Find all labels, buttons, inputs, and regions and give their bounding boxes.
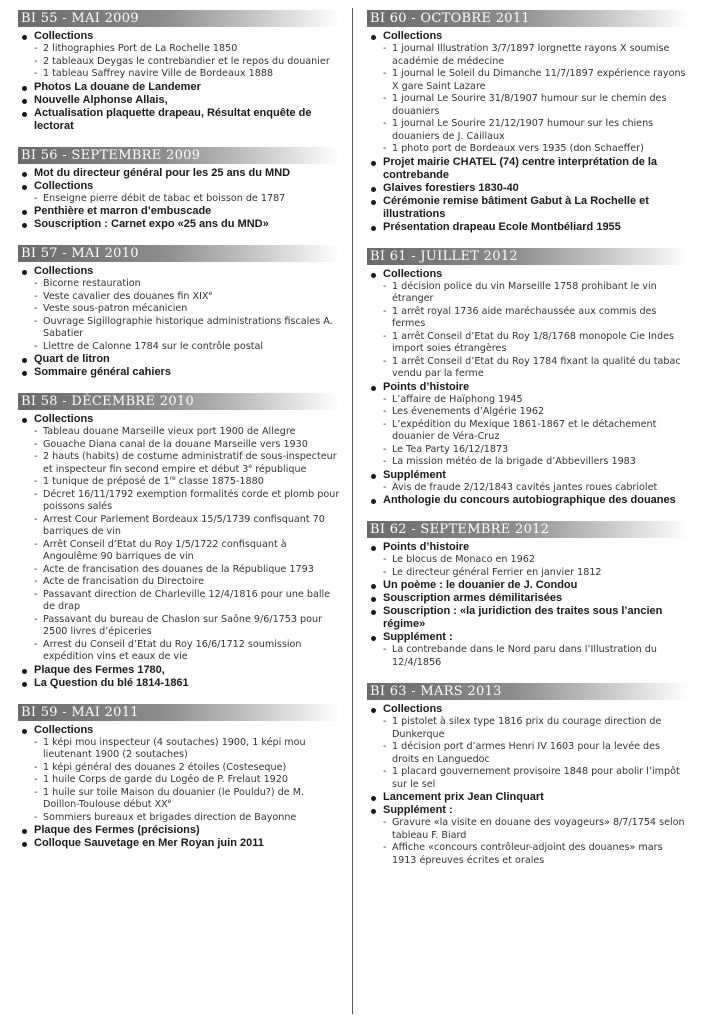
- sub-item: - Le blocus de Monaco en 1962: [383, 554, 690, 567]
- sub-item: - 1 journal le Soleil du Dimanche 11/7/1897 expérience rayons X gare Saint Lazare: [383, 68, 690, 93]
- sub-item: - Décret 16/11/1792 exemption formalités corde et plomb pour poissons salés: [34, 489, 340, 514]
- sub-item: - 1 journal Le Sourire 31/8/1907 humour sur le chemin des douaniers: [383, 93, 690, 118]
- issue-section: [18, 245, 340, 379]
- sub-item: - 1 arrêt Conseil d’Etat du Roy 1/8/1768 monopole Cie Indes import soies étrangères: [383, 331, 690, 356]
- item-label: Anthologie du concours autobiographique des douanes: [383, 494, 676, 506]
- item-label: Souscription : Carnet expo «25 ans du MND»: [34, 218, 269, 230]
- list-item: [367, 182, 690, 195]
- sub-item: - 2 lithographies Port de La Rochelle 1850: [34, 43, 340, 56]
- sub-item: - Le Tea Party 16/12/1873: [383, 444, 690, 457]
- item-label: Supplément :: [383, 631, 453, 643]
- sub-item: - Le directeur général Ferrier en janvier 1812: [383, 567, 690, 580]
- item-label: Mot du directeur général pour les 25 ans du MND: [34, 166, 291, 179]
- list-item: [367, 592, 690, 605]
- item-label: Glaives forestiers 1830-40: [383, 181, 519, 194]
- item-label: Supplément: [383, 468, 446, 481]
- item-label: Plaque des Fermes 1780,: [34, 663, 165, 676]
- sub-item: - Passavant direction de Charleville 12/4/1816 pour une balle de drap: [34, 589, 340, 614]
- issue-heading: BI 61 - JUILLET 2012: [367, 248, 690, 265]
- sub-item: - Gouache Diana canal de la douane Marseille vers 1930: [34, 439, 340, 452]
- right-column: [367, 10, 690, 881]
- sub-item: - Sommiers bureaux et brigades direction de Bayonne: [34, 812, 340, 825]
- sub-item: - Acte de francisation du Directoire: [34, 576, 340, 589]
- issue-section: [367, 248, 690, 508]
- list-item: [367, 381, 690, 469]
- issue-heading: BI 55 - MAI 2009: [18, 10, 340, 27]
- list-item: [367, 791, 690, 804]
- sub-item: - 2 tableaux Deygas le contrebandier et le repos du douanier: [34, 56, 340, 69]
- item-label: Présentation drapeau Ecole Montbéliard 1955: [383, 220, 621, 233]
- issue-section: [18, 393, 340, 690]
- item-label: Collections: [383, 267, 443, 280]
- item-label: Souscription : «la juridiction des traites sous l’ancien régime»: [383, 605, 663, 630]
- sub-item: - Tableau douane Marseille vieux port 1900 de Allegre: [34, 426, 340, 439]
- sub-item: - Enseigne pierre débit de tabac et boisson de 1787: [34, 193, 340, 206]
- sub-item: - Veste cavalier des douanes fin XIXe: [34, 291, 340, 304]
- list-item: [18, 824, 340, 837]
- item-label: Lancement prix Jean Clinquart: [383, 791, 544, 803]
- item-label: Collections: [383, 703, 443, 715]
- list-item: [18, 664, 340, 677]
- item-label: Quart de litron: [34, 353, 110, 365]
- list-item: [367, 156, 690, 182]
- issue-heading: BI 58 - DÉCEMBRE 2010: [18, 393, 340, 410]
- sub-item: - Veste sous-patron mécanicien: [34, 303, 340, 316]
- list-item: [18, 677, 340, 690]
- issue-section: [367, 10, 690, 234]
- item-label: Un poème : le douanier de J. Condou: [383, 579, 578, 591]
- item-label: Collections: [34, 265, 94, 277]
- sub-item: - 1 pistolet à silex type 1816 prix du courage direction de Dunkerque: [383, 716, 690, 741]
- column-divider: [352, 8, 353, 1014]
- sub-item: - Ouvrage Sigillographie historique administrations fiscales A. Sabatier: [34, 316, 340, 341]
- sub-item: - 1 décision port d’armes Henri IV 1603 pour la levée des droits en Languedoc: [383, 741, 690, 766]
- issue-section: [367, 521, 690, 669]
- item-label: Penthière et marron d’embuscade: [34, 205, 212, 217]
- list-item: [18, 724, 340, 825]
- sub-item: - 2 hauts (habits) de costume administratif de sous-inspecteur et inspecteur fin second empire et début 3e république: [34, 451, 340, 476]
- list-item: [18, 94, 340, 107]
- list-item: [18, 205, 340, 218]
- list-item: [18, 366, 340, 379]
- sub-item: - Bicorne restauration: [34, 278, 340, 291]
- sub-item: - Arrest du Conseil d’Etat du Roy 16/6/1712 soumission expédition vins et eaux de vie: [34, 639, 340, 664]
- item-label: Plaque des Fermes (précisions): [34, 824, 200, 836]
- sub-item: - 1 placard gouvernement provisoire 1848 pour abolir l’impôt sur le sel: [383, 766, 690, 791]
- list-item: [367, 469, 690, 495]
- left-column: [18, 10, 340, 864]
- issue-section: [18, 10, 340, 133]
- item-label: Nouvelle Alphonse Allais,: [34, 93, 168, 106]
- issue-heading: BI 57 - MAI 2010: [18, 245, 340, 262]
- item-label: Actualisation plaquette drapeau, Résultat enquête de lectorat: [34, 106, 312, 132]
- issue-section: [367, 683, 690, 867]
- sub-item: - 1 journal Le Sourire 21/12/1907 humour sur les chiens douaniers de J. Caillaux: [383, 118, 690, 143]
- list-item: [367, 631, 690, 669]
- sub-item: - Passavant du bureau de Chaslon sur Saône 9/6/1753 pour 2500 livres d’épiceries: [34, 614, 340, 639]
- item-label: Points d’histoire: [383, 541, 470, 553]
- sub-item: - Affiche «concours contrôleur-adjoint des douanes» mars 1913 épreuves écrites et orales: [383, 842, 690, 867]
- list-item: [18, 107, 340, 133]
- sub-item: - 1 tunique de préposé de 1re classe 1875-1880: [34, 476, 340, 489]
- list-item: [367, 605, 690, 631]
- list-item: [367, 494, 690, 507]
- item-label: Collections: [34, 413, 94, 425]
- list-item: [18, 180, 340, 206]
- issue-section: [18, 704, 340, 851]
- item-label: Collections: [34, 179, 94, 192]
- sub-item: - 1 arrêt Conseil d’Etat du Roy 1784 fixant la qualité du tabac vendu par la ferme: [383, 356, 690, 381]
- sub-item: - 1 journal Illustration 3/7/1897 lorgnette rayons X soumise académie de médecine: [383, 43, 690, 68]
- sub-item: - 1 tableau Saffrey navire Ville de Bordeaux 1888: [34, 68, 340, 81]
- list-item: [367, 703, 690, 791]
- item-label: Points d’histoire: [383, 380, 470, 393]
- list-item: [18, 167, 340, 180]
- item-label: Collections: [34, 723, 94, 736]
- issue-heading: BI 63 - MARS 2013: [367, 683, 690, 700]
- sub-item: - 1 arrêt royal 1736 aide maréchaussée aux commis des fermes: [383, 306, 690, 331]
- sub-item: - 1 huile sur toile Maison du douanier (le Pouldu?) de M. Doillon-Toulouse début XXe: [34, 787, 340, 812]
- item-label: Supplément :: [383, 804, 453, 816]
- item-label: Projet mairie CHATEL (74) centre interprétation de la contrebande: [383, 155, 658, 181]
- sub-item: - 1 photo port de Bordeaux vers 1935 (don Schaeffer): [383, 143, 690, 156]
- list-item: [367, 541, 690, 579]
- issue-heading: BI 59 - MAI 2011: [18, 704, 340, 721]
- list-item: [18, 218, 340, 231]
- sub-item: - 1 képi mou inspecteur (4 soutaches) 1900, 1 képi mou lieutenant 1900 (2 soutaches): [34, 737, 340, 762]
- list-item: [367, 579, 690, 592]
- issue-heading: BI 60 - OCTOBRE 2011: [367, 10, 690, 27]
- sub-item: - 1 décision police du vin Marseille 1758 prohibant le vin étranger: [383, 281, 690, 306]
- sub-item: - Gravure «la visite en douane des voyageurs» 8/7/1754 selon tableau F. Biard: [383, 817, 690, 842]
- sub-item: - 1 huile Corps de garde du Logéo de P. Frelaut 1920: [34, 774, 340, 787]
- list-item: [367, 195, 690, 221]
- list-item: [18, 30, 340, 81]
- sub-item: - Avis de fraude 2/12/1843 cavités jantes roues cabriolet: [383, 482, 690, 495]
- sub-item: - 1 képi général des douanes 2 étoiles (Costeseque): [34, 762, 340, 775]
- sub-item: - Arrest Cour Parlement Bordeaux 15/5/1739 confisquant 70 barriques de vin: [34, 514, 340, 539]
- item-label: Collections: [34, 30, 94, 42]
- item-label: Colloque Sauvetage en Mer Royan juin 2011: [34, 837, 264, 849]
- item-label: Cérémonie remise bâtiment Gabut à La Rochelle et illustrations: [383, 194, 649, 220]
- issue-heading: BI 62 - SEPTEMBRE 2012: [367, 521, 690, 538]
- issue-heading: BI 56 - SEPTEMBRE 2009: [18, 147, 340, 164]
- sub-item: - Acte de francisation des douanes de la République 1793: [34, 564, 340, 577]
- sub-item: - L’affaire de Haïphong 1945: [383, 394, 690, 407]
- item-label: Collections: [383, 30, 443, 42]
- list-item: [367, 268, 690, 381]
- list-item: [367, 221, 690, 234]
- list-item: [18, 353, 340, 366]
- item-label: Photos La douane de Landemer: [34, 80, 201, 93]
- list-item: [18, 837, 340, 850]
- sub-item: - L’expédition du Mexique 1861-1867 et le détachement douanier de Véra-Cruz: [383, 419, 690, 444]
- item-label: Souscription armes démilitarisées: [383, 592, 563, 604]
- list-item: [367, 30, 690, 156]
- issue-section: [18, 147, 340, 232]
- sub-item: - Les évenements d’Algérie 1962: [383, 406, 690, 419]
- list-item: [367, 804, 690, 867]
- sub-item: - Llettre de Calonne 1784 sur le contrôle postal: [34, 341, 340, 354]
- list-item: [18, 413, 340, 664]
- list-item: [18, 265, 340, 353]
- list-item: [18, 81, 340, 94]
- sub-item: - Arrêt Conseil d’Etat du Roy 1/5/1722 confisquant à Angoulême 90 barriques de vin: [34, 539, 340, 564]
- sub-item: - La contrebande dans le Nord paru dans l’Illustration du 12/4/1856: [383, 644, 690, 669]
- item-label: La Question du blé 1814-1861: [34, 676, 189, 689]
- sub-item: - La mission météo de la brigade d’Abbevillers 1983: [383, 456, 690, 469]
- item-label: Sommaire général cahiers: [34, 366, 171, 378]
